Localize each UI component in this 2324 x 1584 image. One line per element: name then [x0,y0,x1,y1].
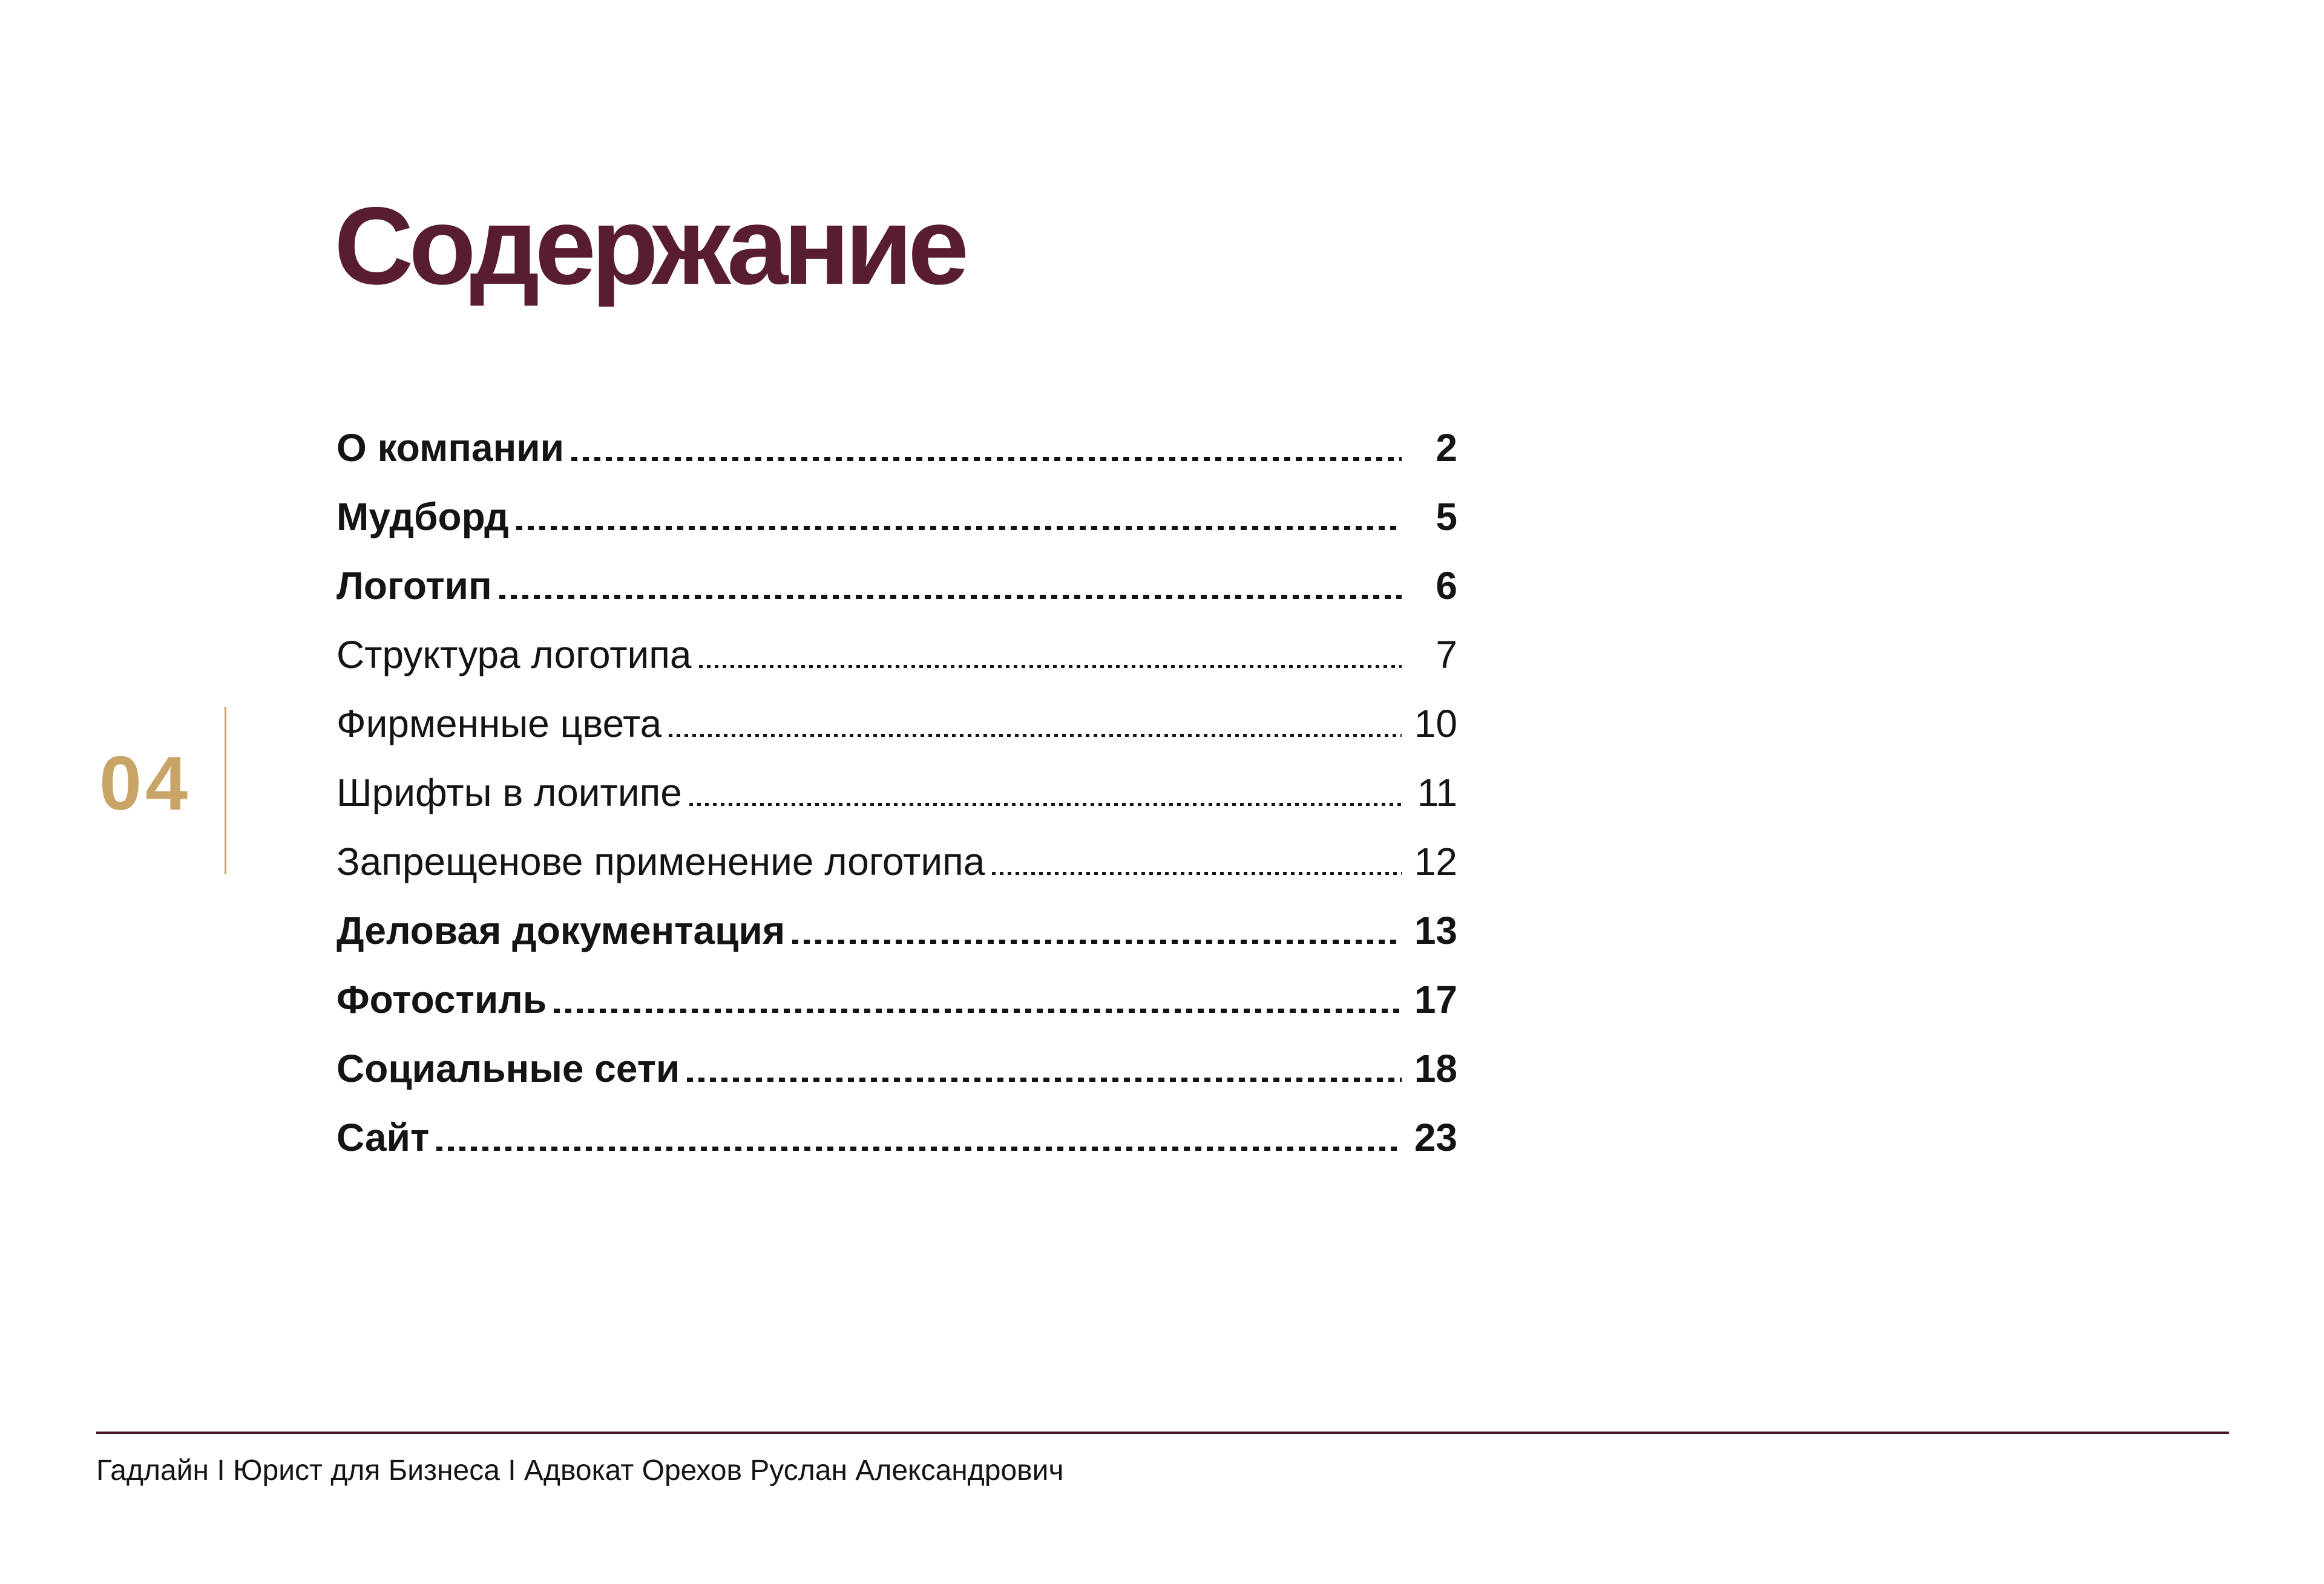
toc-item-label: Структура логотипа [336,633,692,676]
toc-row [336,620,1457,689]
toc-page-number: 12 [1414,840,1457,883]
footer-credit-text: Гадлайн I Юрист для Бизнеса I Адвокат Орехов Руслан Александрович [96,1455,1064,1487]
dotted-leader [669,734,1402,737]
toc-page-number: 11 [1417,771,1457,814]
toc-row [336,965,1457,1034]
toc-page-number: 6 [1436,564,1457,607]
toc-page-number: 5 [1436,495,1457,538]
dotted-leader [436,1147,1402,1151]
dotted-leader [992,872,1402,875]
toc-row [336,1034,1457,1103]
dotted-leader [689,803,1402,806]
toc-item-label: Фирменные цвета [336,702,662,745]
dotted-leader [687,1078,1402,1082]
dotted-leader [571,457,1402,461]
toc-item-label: Социальные сети [336,1047,680,1090]
section-divider-line [225,707,226,874]
dotted-leader [699,665,1402,668]
toc-page-number: 7 [1436,633,1457,676]
toc-row [336,413,1457,482]
dotted-leader [554,1009,1402,1013]
toc-page-number: 10 [1414,702,1457,745]
toc-row [336,1103,1457,1172]
dotted-leader [516,526,1402,530]
toc-page-number: 13 [1414,909,1457,952]
toc-item-label: О компании [336,426,564,470]
toc-row [336,689,1457,758]
section-number: 04 [99,741,192,826]
footer-rule [96,1432,2229,1434]
toc-item-label: Логотип [336,564,492,607]
toc-page-number: 2 [1436,426,1457,470]
toc-page-number: 18 [1414,1047,1457,1090]
toc-item-label: Деловая документация [336,909,786,952]
toc-item-label: Фотостиль [336,978,547,1021]
toc-item-label: Сайт [336,1116,430,1159]
toc-item-label: Шрифты в лоитипе [336,771,682,814]
toc-row [336,551,1457,620]
toc-page-number: 17 [1414,978,1457,1021]
toc-row [336,896,1457,965]
toc-row [336,482,1457,551]
toc-list [336,413,1457,1172]
toc-row [336,758,1457,827]
toc-row [336,827,1457,896]
toc-page-number: 23 [1414,1116,1457,1159]
dotted-leader [499,595,1402,599]
dotted-leader [792,940,1402,944]
toc-item-label: Мудборд [336,495,509,538]
page-title: Содержание [334,184,965,307]
toc-item-label: Запрещенове применение логотипа [336,840,985,883]
